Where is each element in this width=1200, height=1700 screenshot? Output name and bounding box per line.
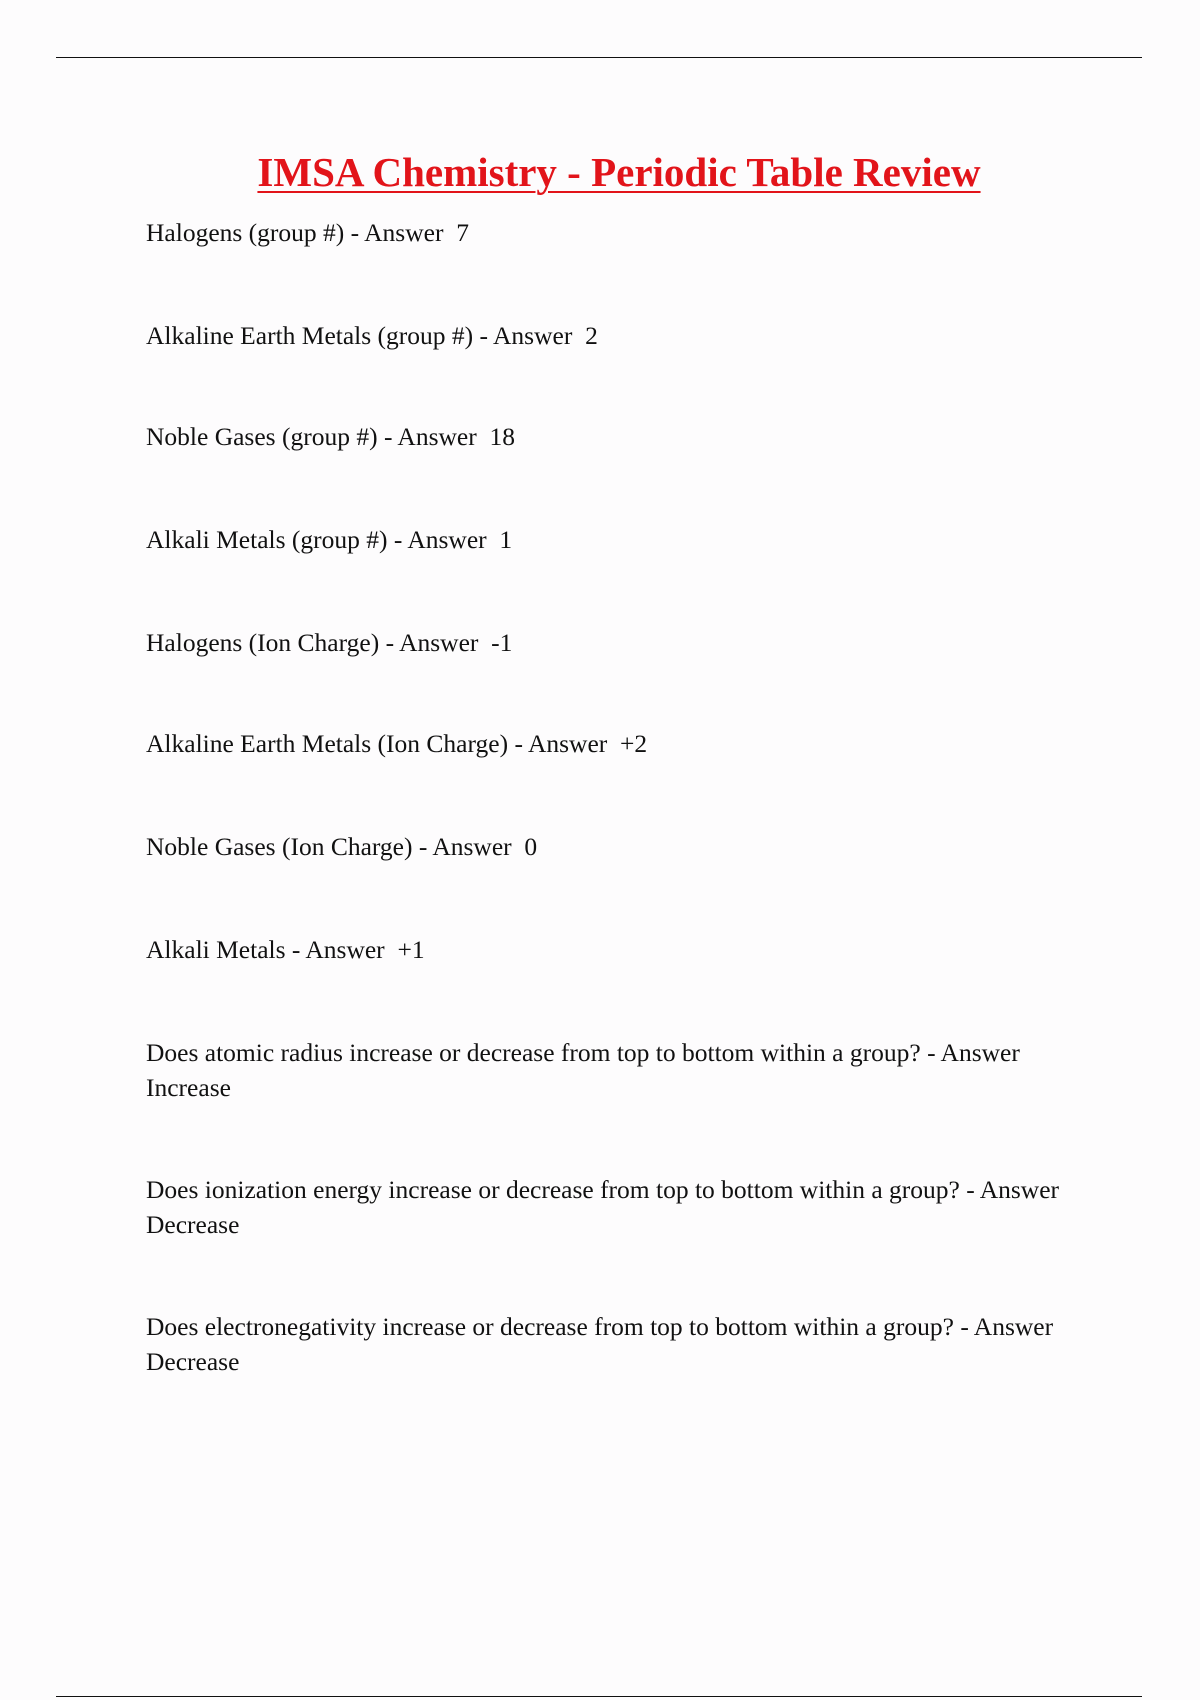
answer-label: Answer bbox=[364, 218, 444, 247]
page-title: IMSA Chemistry - Periodic Table Review bbox=[257, 149, 981, 195]
qa-item: Halogens (Ion Charge) - Answer -1 bbox=[146, 628, 513, 657]
answer-label: Answer bbox=[397, 422, 477, 451]
answer-text: Decrease bbox=[146, 1210, 240, 1239]
answer-text: 2 bbox=[585, 321, 598, 350]
question-text: Halogens (Ion Charge) bbox=[146, 628, 380, 657]
answer-label: Answer bbox=[527, 729, 608, 758]
qa-item: Alkaline Earth Metals (group #) - Answer 2 bbox=[146, 321, 598, 350]
answer-label: Answer bbox=[399, 628, 479, 657]
answer-label: Answer bbox=[979, 1175, 1060, 1204]
question-text: Does ionization energy increase or decrease from top to bottom within a group? bbox=[146, 1175, 960, 1204]
answer-text: 1 bbox=[499, 525, 513, 554]
qa-item: Alkali Metals - Answer +1 bbox=[146, 935, 425, 964]
answer-label: Answer bbox=[940, 1038, 1020, 1067]
question-text: Alkaline Earth Metals (Ion Charge) bbox=[146, 729, 509, 758]
answer-text: Increase bbox=[146, 1073, 231, 1102]
answer-label: Answer bbox=[973, 1312, 1054, 1341]
answer-text: -1 bbox=[491, 628, 513, 657]
qa-item: Alkaline Earth Metals (Ion Charge) - Answer +2 bbox=[146, 729, 648, 758]
answer-label: Answer bbox=[432, 832, 512, 861]
question-text: Halogens (group #) bbox=[146, 218, 345, 247]
question-text: Does electronegativity increase or decrease from top to bottom within a group? bbox=[146, 1312, 954, 1341]
qa-item: Does ionization energy increase or decrease from top to bottom within a group? - Answer Decrease bbox=[146, 1175, 1060, 1239]
question-text: Noble Gases (Ion Charge) bbox=[146, 832, 413, 861]
bottom-rule bbox=[56, 1696, 1142, 1697]
top-rule bbox=[56, 57, 1142, 58]
question-text: Noble Gases (group #) bbox=[146, 422, 378, 451]
qa-item: Noble Gases (group #) - Answer 18 bbox=[146, 422, 515, 451]
answer-text: 7 bbox=[456, 218, 469, 247]
answer-text: +2 bbox=[620, 729, 648, 758]
answer-text: Decrease bbox=[146, 1347, 240, 1376]
answer-text: 18 bbox=[489, 422, 515, 451]
qa-item: Does atomic radius increase or decrease from top to bottom within a group? - Answer Increase bbox=[146, 1038, 1020, 1102]
qa-item: Halogens (group #) - Answer 7 bbox=[146, 218, 469, 247]
question-text: Alkaline Earth Metals (group #) bbox=[146, 321, 474, 350]
answer-text: 0 bbox=[524, 832, 538, 861]
answer-label: Answer bbox=[493, 321, 573, 350]
qa-item: Does electronegativity increase or decrease from top to bottom within a group? - Answer Decrease bbox=[146, 1312, 1054, 1376]
question-text: Alkali Metals (group #) bbox=[146, 525, 388, 554]
answer-label: Answer bbox=[407, 525, 487, 554]
question-text: Alkali Metals bbox=[146, 935, 286, 964]
question-text: Does atomic radius increase or decrease from top to bottom within a group? bbox=[146, 1038, 921, 1067]
answer-text: +1 bbox=[397, 935, 425, 964]
answer-label: Answer bbox=[305, 935, 385, 964]
qa-item: Noble Gases (Ion Charge) - Answer 0 bbox=[146, 832, 538, 861]
qa-item: Alkali Metals (group #) - Answer 1 bbox=[146, 525, 513, 554]
